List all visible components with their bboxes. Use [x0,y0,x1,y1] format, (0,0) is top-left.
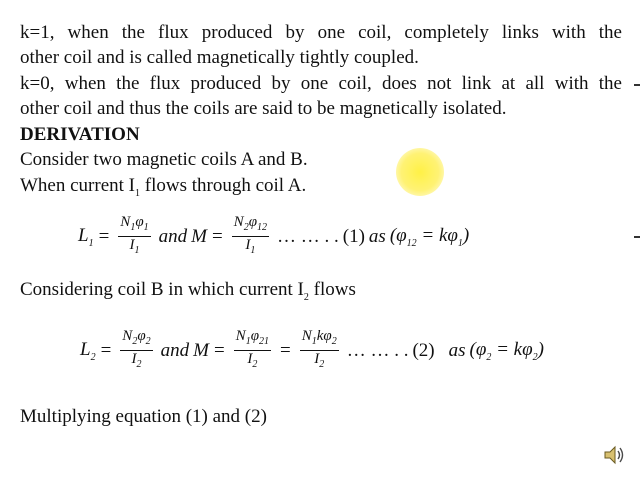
edge-mark [634,236,640,238]
multiply-line: Multiplying equation (1) and (2) [20,406,267,427]
eq2-fraction-m: $\frac{N_1\varphi_{21}}{I_2}$ [235,328,269,370]
equation-1 [78,214,469,259]
eq1-equals-2: = [211,225,223,247]
eq1-and: and [158,225,188,247]
k0-line-2: other coil and thus the coils are said to be magnetically isolated. [20,98,507,119]
eq2-label: (2) [412,339,435,361]
eq2-equals-3: = [280,339,291,361]
eq1-lhs: $L_1$ [78,224,94,249]
cursor-highlight-icon [396,148,444,196]
eq1-equals: = [98,225,110,247]
k1-line-1: k=1, when the flux produced by one coil, completely links with the [20,22,622,43]
eq2-dots: … … . . [346,339,409,361]
eq2-and: and [160,339,190,361]
equation-2 [80,328,544,373]
eq1-fraction-l1: $\frac{N_1\varphi_1}{I_1}$ [120,214,149,256]
eq2-as: as [448,339,466,361]
derivation-heading: DERIVATION [20,124,140,145]
eq2-equals: = [100,339,112,361]
eq1-condition: $(\varphi_{12} = k\varphi_1)$ [389,224,470,249]
eq1-m: M [191,225,207,247]
eq2-lhs: $L_2$ [80,338,96,363]
consider-line: Consider two magnetic coils A and B. [20,149,308,170]
k1-line-2: other coil and is called magnetically tightly coupled. [20,47,419,68]
eq2-fraction-l2: $\frac{N_2\varphi_2}{I_2}$ [122,328,151,370]
k0-line-1: k=0, when the flux produced by one coil, does not link at all with the [20,73,622,94]
speaker-icon[interactable] [603,444,625,466]
eq1-dots: … … . . [277,225,339,247]
eq2-condition: $(\varphi_2 = k\varphi_2)$ [469,338,544,363]
coil-b-line: Considering coil B in which current $I_2$ flows [20,279,356,303]
eq2-fraction-k: $\frac{N_1k\varphi_2}{I_2}$ [301,328,337,370]
eq1-as: as [368,225,386,247]
eq1-fraction-m: $\frac{N_2\varphi_{12}}{I_1}$ [233,214,267,256]
eq1-label: (1) [342,225,365,247]
edge-mark [634,84,640,86]
eq2-equals-2: = [213,339,225,361]
eq2-m: M [193,339,209,361]
current-i1-line: When current $I_1$ flows through coil A. [20,175,307,199]
